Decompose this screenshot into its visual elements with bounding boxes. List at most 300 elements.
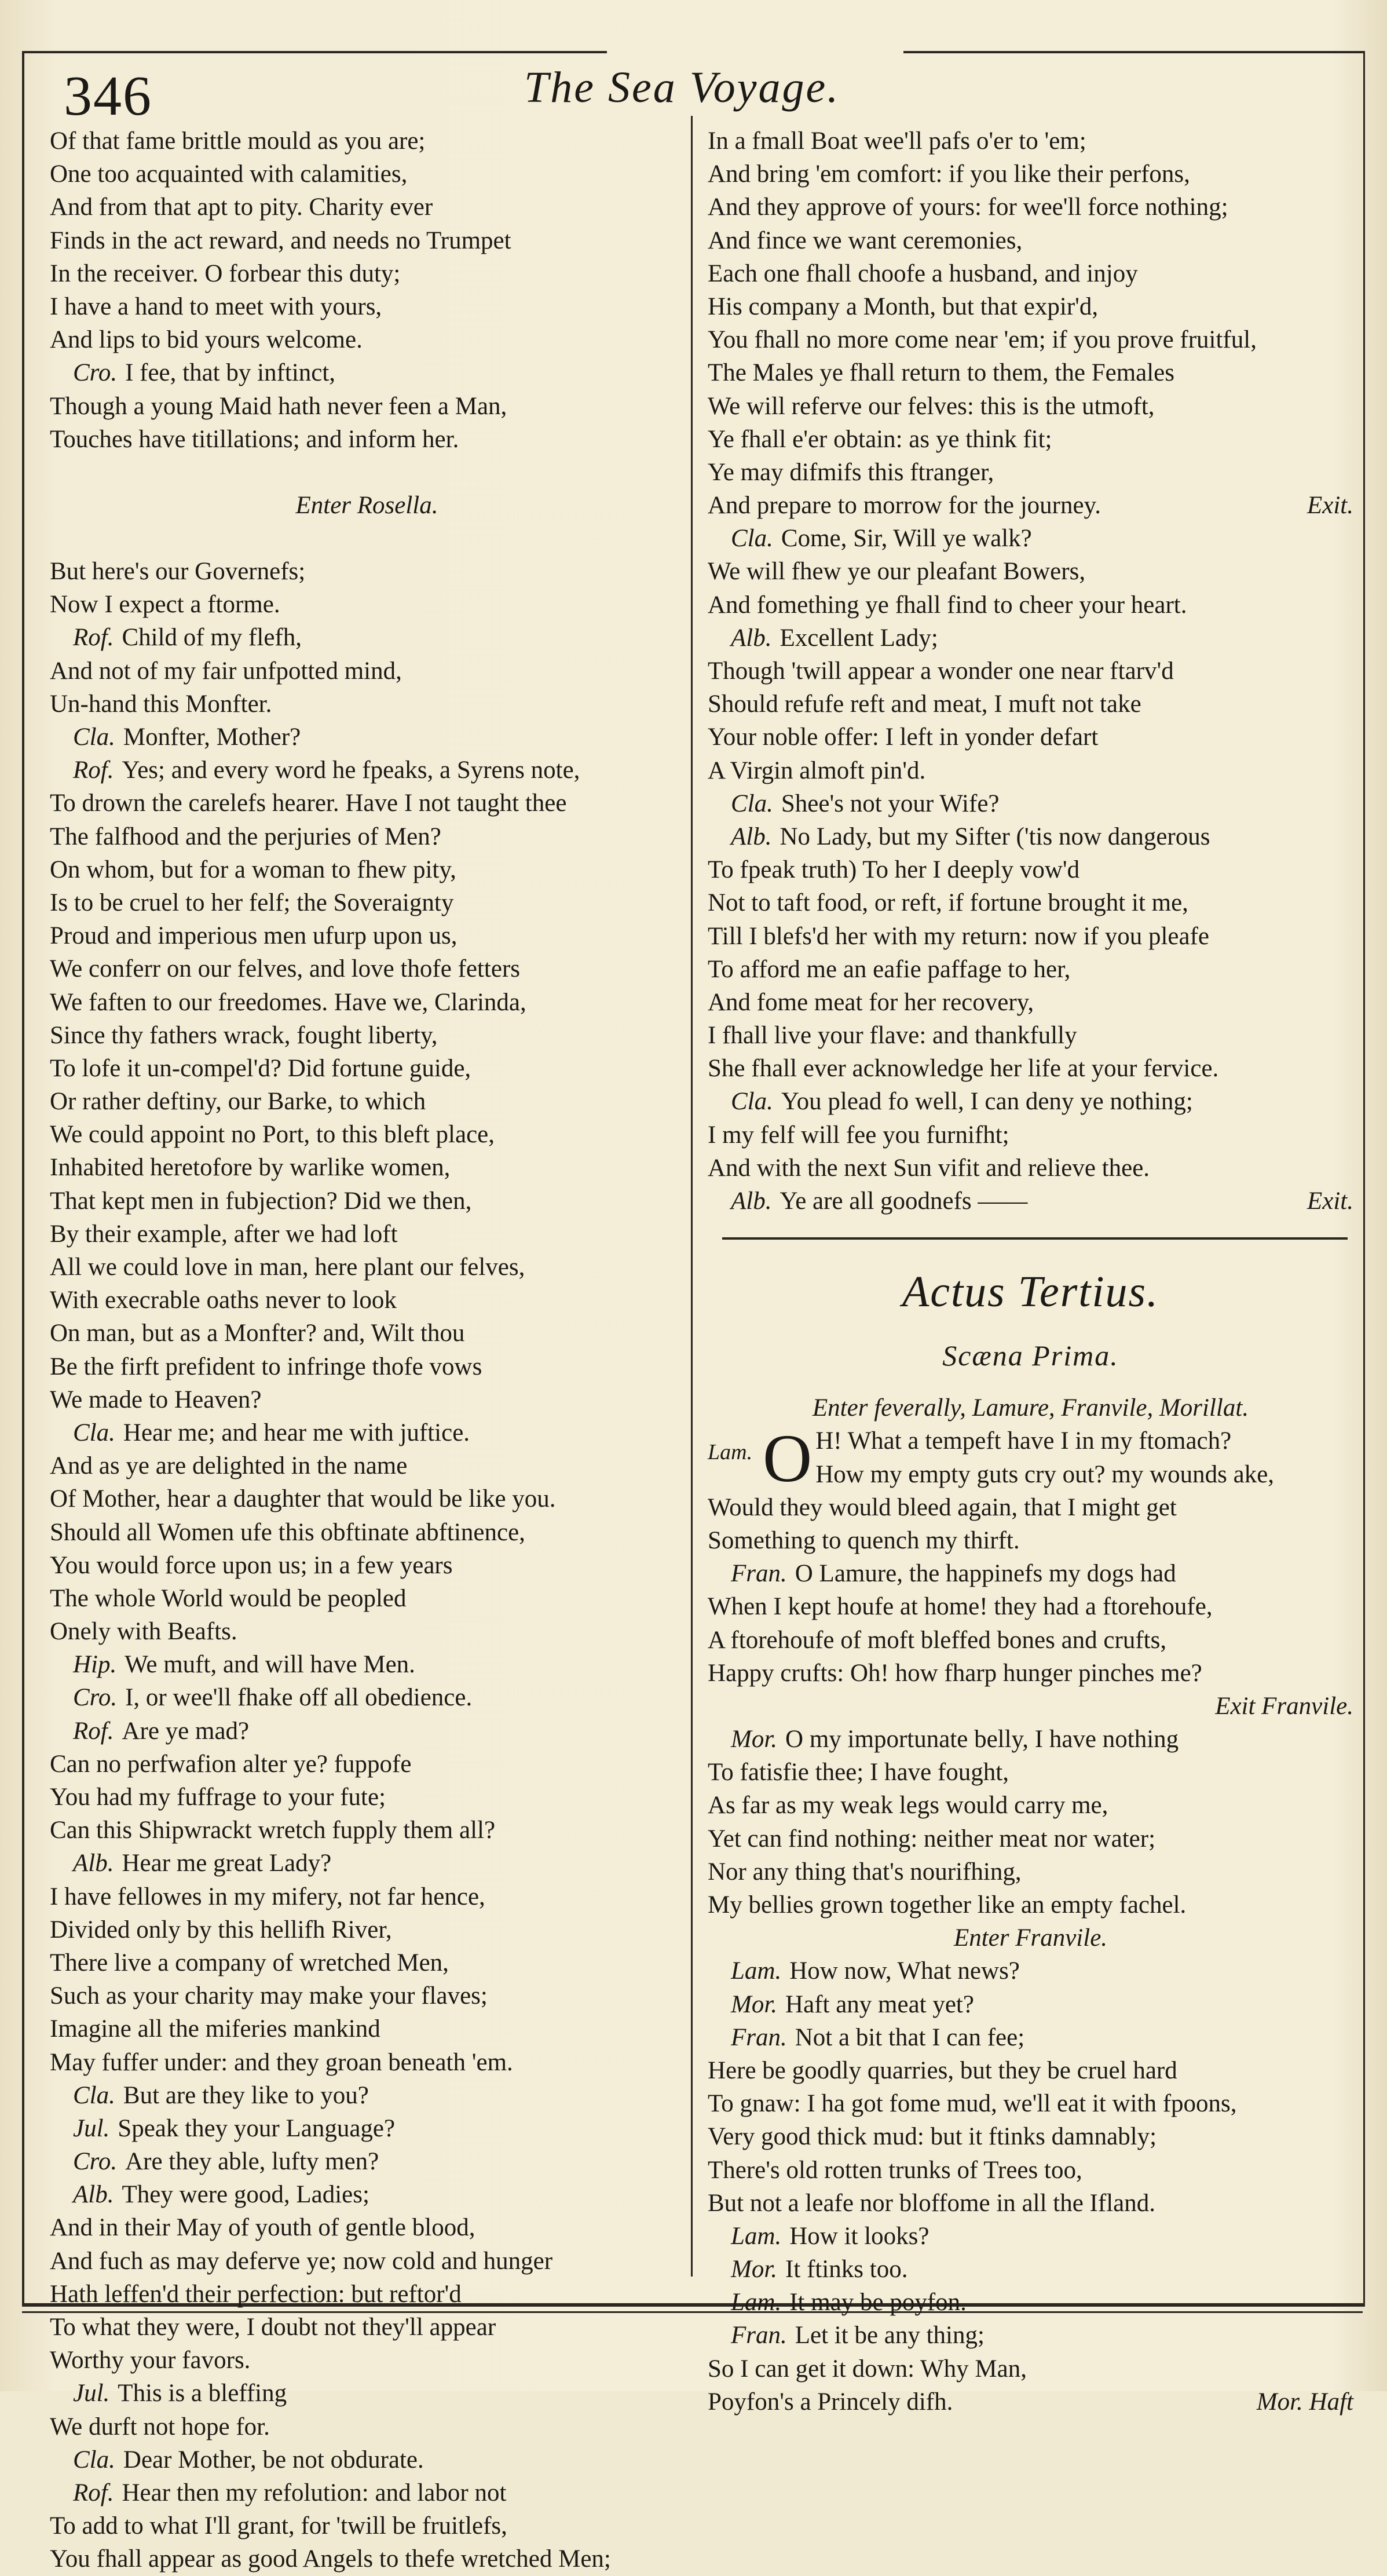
verse-line	[50, 1383, 684, 1416]
line-text-group	[50, 2545, 611, 2573]
line-text-group	[50, 1353, 482, 1380]
line-text-group	[73, 359, 335, 386]
line-text: Can this Shipwrackt wretch fupply them all?	[50, 1817, 496, 1844]
verse-line	[708, 2187, 1353, 2220]
verse-line	[50, 721, 684, 754]
verse-line	[708, 1019, 1353, 1052]
line-text: O my importunate belly, I have nothing	[785, 1726, 1179, 1753]
verse-line	[50, 224, 684, 257]
opening-speech	[708, 1420, 1353, 1497]
line-text: And lips to bid yours welcome.	[50, 326, 363, 354]
line-text: This is a bleffing	[118, 2380, 287, 2407]
line-text: We muft, and will have Men.	[125, 1651, 415, 1679]
line-text: To add to what I'll grant, for 'twill be fruitlefs,	[50, 2512, 507, 2540]
line-text: With execrable oaths never to look	[50, 1287, 397, 1314]
line-text-group	[708, 260, 1138, 287]
speaker-name: Mor.	[731, 1990, 778, 2018]
line-text-group	[73, 1718, 249, 1745]
act-divider-rule	[722, 1237, 1348, 1240]
speaker-name: Mor.	[731, 2256, 778, 2283]
speaker-name: Cla.	[73, 724, 115, 751]
verse-line	[708, 2120, 1353, 2153]
verse-line	[50, 1317, 684, 1350]
line-text: To lofe it un-compel'd? Did fortune guide,	[50, 1054, 471, 1082]
speaker-name: Cla.	[731, 1088, 773, 1116]
line-text-group	[708, 193, 1228, 221]
line-text-group	[708, 393, 1155, 420]
line-text-group	[50, 1287, 397, 1314]
line-text: The whole World would be peopled	[50, 1584, 407, 1612]
line-text: To fpeak truth) To her I deeply vow'd	[708, 856, 1080, 884]
page-number: 346	[64, 65, 152, 127]
verse-line	[50, 1218, 684, 1251]
verse-line	[708, 2319, 1353, 2352]
line-text: Something to quench my thirft.	[708, 1526, 1020, 1554]
line-text: Yet can find nothing: neither meat nor water;	[708, 1825, 1156, 1852]
line-text-group	[708, 1891, 1186, 1919]
line-text-group	[50, 1154, 450, 1181]
line-text-group	[708, 690, 1141, 718]
line-text: Yes; and every word he fpeaks, a Syrens note,	[122, 757, 580, 784]
verse-line	[50, 787, 684, 820]
right-column-dialogue-top	[708, 125, 1353, 1218]
line-text-group	[50, 1585, 407, 1612]
line-text: My bellies grown together like an empty fachel.	[708, 1891, 1187, 1919]
line-text: You plead fo well, I can deny ye nothing;	[781, 1088, 1193, 1116]
scene-title: Scæna Prima.	[942, 1339, 1119, 1372]
speaker-name: Alb.	[731, 823, 772, 850]
verse-line	[708, 125, 1353, 158]
exit-direction: Exit.	[1307, 1187, 1353, 1215]
line-text: Be the firft prefident to infringe thofe vows	[50, 1353, 482, 1380]
line-text-group	[731, 525, 1032, 552]
line-text-group	[50, 1088, 426, 1115]
line-text-group	[708, 1627, 1166, 1654]
verse-line	[708, 2220, 1353, 2253]
line-text: You fhall no more come near 'em; if you prove fruitful,	[708, 326, 1257, 354]
verse-line	[50, 1847, 684, 1880]
line-text: Shee's not your Wife?	[781, 790, 1000, 817]
line-text: We conferr on our felves, and love thofe fetters	[50, 955, 521, 983]
line-text: To gnaw: I ha got fome mud, we'll eat it with fpoons,	[708, 2090, 1237, 2118]
line-text: Though a young Maid hath never feen a Man,	[50, 392, 507, 420]
verse-line	[50, 919, 684, 952]
verse-line	[50, 2012, 684, 2045]
line-text-group	[50, 1221, 398, 1248]
verse-line	[708, 522, 1353, 555]
line-text: No Lady, but my Sifter ('tis now dangerous	[779, 823, 1210, 850]
verse-line	[50, 390, 684, 423]
line-text-group	[731, 2024, 1024, 2051]
running-head: The Sea Voyage.	[524, 63, 840, 112]
line-text-group	[708, 1858, 1022, 1886]
line-text-group	[50, 2214, 475, 2241]
line-text-group	[50, 293, 382, 320]
verse-line	[50, 952, 684, 985]
line-text-group	[708, 1825, 1155, 1852]
line-text: Touches have titillations; and inform her.	[50, 425, 459, 453]
line-text: We faften to our freedomes. Have we, Clarinda,	[50, 988, 526, 1016]
exit-direction: Exit Franvile.	[1215, 1692, 1353, 1720]
left-column	[50, 125, 684, 2576]
line-text: By their example, after we had loft	[50, 1220, 398, 1248]
line-text: I fee, that by inftinct,	[125, 359, 336, 387]
line-text: To fatisfie thee; I have fought,	[708, 1759, 1009, 1786]
verse-line	[708, 1988, 1353, 2021]
line-text-group	[50, 227, 511, 254]
line-text: Each one fhall choofe a husband, and injoy	[708, 260, 1138, 287]
line-text: Worthy your favors.	[50, 2347, 251, 2374]
line-text-group	[50, 2281, 462, 2308]
verse-line	[50, 356, 684, 389]
verse-line	[708, 920, 1353, 953]
line-text-group	[50, 1751, 411, 1778]
line-text-group	[708, 724, 1098, 751]
verse-line	[50, 688, 684, 721]
verse-line	[708, 953, 1353, 986]
line-text-group	[50, 558, 305, 585]
line-text-group	[708, 1759, 1009, 1786]
verse-line	[708, 589, 1353, 622]
verse-line	[50, 2046, 684, 2079]
line-text: His company a Month, but that expir'd,	[708, 293, 1099, 320]
verse-line: H! What a tempeft have I in my ftomach?	[815, 1427, 1232, 1455]
line-text: And fome meat for her recovery,	[708, 988, 1034, 1016]
line-text: I fhall live your flave: and thankfully	[708, 1022, 1077, 1050]
verse-line	[50, 1582, 684, 1615]
line-text: They were good, Ladies;	[122, 2181, 369, 2209]
line-text: On man, but as a Monfter? and, Wilt thou	[50, 1320, 465, 1347]
line-text-group	[50, 1386, 261, 1413]
verse-line	[50, 2377, 684, 2410]
line-text: The Males ye fhall return to them, the Females	[708, 359, 1174, 387]
verse-line	[50, 1681, 684, 1714]
line-text-group	[708, 359, 1174, 386]
line-text: Now I expect a ftorme.	[50, 591, 280, 619]
line-text-group	[708, 2123, 1157, 2150]
verse-line	[708, 158, 1353, 191]
line-text-group	[50, 1320, 464, 1347]
verse-line	[708, 787, 1353, 820]
verse-line	[708, 2253, 1353, 2286]
line-text: The falfhood and the perjuries of Men?	[50, 823, 441, 850]
line-text: And as ye are delighted in the name	[50, 1452, 408, 1480]
line-text: Are ye mad?	[122, 1717, 250, 1745]
speaker-name: Lam.	[708, 1440, 753, 1465]
line-text-group	[708, 591, 1187, 619]
line-text: Not a bit that I can fee;	[795, 2023, 1025, 2051]
line-text-group	[50, 823, 441, 850]
line-text-group	[50, 193, 433, 221]
line-text-group	[73, 2181, 369, 2208]
line-text-group	[731, 1088, 1193, 1115]
verse-line	[50, 2443, 684, 2476]
line-text: Haft any meat yet?	[785, 1990, 974, 2018]
line-text: Finds in the act reward, and needs no Trumpet	[50, 226, 511, 254]
line-text: And fince we want ceremonies,	[708, 226, 1023, 254]
line-text-group	[50, 1552, 452, 1579]
verse-line	[708, 191, 1353, 224]
line-text-group	[708, 2190, 1155, 2217]
line-text: Of Mother, hear a daughter that would be like you.	[50, 1485, 556, 1513]
verse-line	[50, 2112, 684, 2145]
line-text: And they approve of yours: for wee'll force nothing;	[708, 193, 1228, 221]
drop-cap: O	[763, 1420, 813, 1497]
verse-line	[708, 1624, 1353, 1657]
line-text: O Lamure, the happinefs my dogs had	[795, 1560, 1176, 1588]
line-text-group	[708, 1022, 1077, 1049]
line-text: May fuffer under: and they groan beneath 'em.	[50, 2048, 513, 2076]
line-text-group	[708, 1527, 1020, 1554]
line-text-group	[50, 2314, 496, 2341]
verse-line	[50, 2211, 684, 2244]
line-text-group	[708, 1593, 1213, 1620]
line-text-group	[708, 757, 925, 784]
line-text-group	[50, 922, 457, 949]
line-text-group	[708, 489, 1101, 522]
verse-line	[50, 1085, 684, 1118]
line-text: But are they like to you?	[123, 2081, 369, 2109]
verse-line	[708, 1185, 1353, 1218]
verse-line	[50, 1151, 684, 1184]
line-text: You fhall appear as good Angels to thefe wretched Men;	[50, 2545, 611, 2573]
line-text-group	[50, 426, 459, 453]
line-text: Of that fame brittle mould as you are;	[50, 127, 426, 155]
line-text-group	[708, 2090, 1237, 2117]
verse-line	[50, 555, 684, 588]
verse-line	[708, 622, 1353, 655]
verse-line	[708, 456, 1353, 489]
verse-line	[50, 2311, 684, 2344]
line-text-group	[50, 1485, 556, 1512]
line-text-group	[73, 2479, 506, 2506]
verse-line	[50, 1019, 684, 1052]
line-text: Can no perfwafion alter ye? fuppofe	[50, 1750, 412, 1778]
line-text: Come, Sir, Will ye walk?	[781, 525, 1032, 553]
line-text-group	[708, 227, 1022, 254]
line-text-group	[731, 1726, 1179, 1753]
verse-line	[50, 1781, 684, 1814]
verse-line	[50, 1185, 684, 1218]
verse-line	[50, 1715, 684, 1748]
line-text: All we could love in man, here plant our felves,	[50, 1254, 525, 1281]
line-text: Hear then my refolution: and labor not	[122, 2479, 507, 2506]
line-text-group	[708, 326, 1257, 353]
verse-line	[50, 853, 684, 886]
line-text: And not of my fair unfpotted mind,	[50, 657, 402, 685]
verse-line	[708, 1657, 1353, 1690]
line-text-group	[708, 293, 1098, 320]
line-text-group	[50, 260, 400, 287]
verse-line	[708, 323, 1353, 356]
line-text-group	[50, 889, 453, 916]
line-text-group	[708, 2355, 1027, 2383]
verse-line	[50, 2278, 684, 2311]
line-text-group	[50, 790, 566, 817]
line-text: I have a hand to meet with yours,	[50, 293, 382, 320]
verse-line	[50, 1615, 684, 1648]
line-text-group	[731, 2256, 907, 2283]
line-text-group	[50, 1784, 386, 1811]
line-text-group	[73, 2148, 379, 2175]
line-text-group	[50, 2015, 380, 2042]
line-text-group	[731, 2223, 929, 2250]
line-text: You had my fuffrage to your fute;	[50, 1784, 386, 1811]
verse-line	[708, 2352, 1353, 2385]
line-text: Such as your charity may make your flaves;	[50, 1982, 488, 2010]
speaker-name: Jul.	[73, 2380, 110, 2407]
verse-line	[50, 1814, 684, 1847]
line-text-group	[73, 2380, 287, 2407]
line-text-group	[708, 127, 1086, 155]
line-text: Proud and imperious men ufurp upon us,	[50, 922, 458, 950]
line-text-group	[73, 1684, 472, 1711]
verse-line	[50, 1748, 684, 1781]
line-text: So I can get it down: Why Man,	[708, 2355, 1027, 2383]
line-text-group	[708, 2057, 1177, 2084]
verse-line	[708, 853, 1353, 886]
line-text: And fomething ye fhall find to cheer your heart.	[708, 591, 1187, 619]
verse-line	[50, 1516, 684, 1549]
line-text-group	[73, 1850, 331, 1877]
line-text-group	[50, 1254, 525, 1281]
line-text: In a fmall Boat wee'll pafs o'er to 'em;	[708, 127, 1086, 155]
line-text: Would they would bleed again, that I might get	[708, 1493, 1177, 1521]
verse-line	[50, 588, 684, 621]
verse-line: How my empty guts cry out? my wounds ake,	[815, 1460, 1275, 1488]
verse-line	[50, 2542, 684, 2575]
line-text-group	[50, 1916, 392, 1943]
line-text: Let it be any thing;	[795, 2322, 985, 2350]
line-text-group	[50, 1187, 471, 1215]
verse-line	[708, 489, 1353, 522]
line-text: Are they able, lufty men?	[125, 2148, 379, 2176]
verse-line	[50, 1549, 684, 1582]
line-text: On whom, but for a woman to fhew pity,	[50, 856, 456, 883]
verse-line	[708, 1085, 1353, 1118]
line-text: I my felf will fee you furnifht;	[708, 1121, 1009, 1149]
speaker-name: Rof.	[73, 1717, 114, 1745]
line-text: But here's our Governefs;	[50, 558, 306, 586]
verse-line	[50, 1118, 684, 1151]
line-text-group	[731, 1991, 974, 2018]
line-text-group	[708, 889, 1188, 916]
speaker-name: Cla.	[731, 790, 773, 817]
verse-line	[50, 191, 684, 224]
line-text-group	[731, 823, 1210, 850]
line-text: There's old rotten trunks of Trees too,	[708, 2156, 1082, 2184]
verse-line	[708, 555, 1353, 588]
line-text-group	[50, 856, 456, 883]
line-text-group	[50, 393, 507, 420]
line-text-group	[731, 790, 1000, 817]
verse-line	[50, 1350, 684, 1383]
line-text: Should all Women ufe this obftinate abftinence,	[50, 1518, 525, 1546]
verse-line	[708, 224, 1353, 257]
line-text: Excellent Lady;	[779, 624, 938, 652]
line-text-group	[708, 1660, 1202, 1687]
line-text: To what they were, I doubt not they'll appear	[50, 2314, 496, 2341]
line-text-group	[73, 2082, 369, 2109]
line-text-group	[50, 1949, 449, 1976]
line-text-group	[708, 657, 1174, 685]
line-text-group	[708, 1055, 1218, 1082]
line-text: Child of my flefh,	[122, 624, 302, 652]
line-text-group	[73, 2115, 395, 2142]
verse-line	[50, 2145, 684, 2178]
stage-direction: Enter Franvile.	[953, 1924, 1108, 1952]
line-text-group	[731, 1560, 1176, 1587]
verse-line	[50, 1913, 684, 1946]
verse-line	[708, 1052, 1353, 1085]
line-text-group	[708, 989, 1034, 1016]
speaker-name: Cla.	[73, 2446, 115, 2473]
line-text: Imagine all the miferies mankind	[50, 2015, 380, 2043]
line-text-group	[708, 2385, 953, 2418]
line-text-group	[708, 923, 1209, 950]
speaker-name: Rof.	[73, 757, 114, 784]
line-text-group	[708, 956, 1070, 983]
line-text-group	[50, 160, 407, 188]
verse-line	[50, 820, 684, 853]
verse-line	[708, 721, 1353, 754]
verse-line	[708, 1822, 1353, 1855]
line-text-group	[73, 724, 301, 751]
line-text-group	[708, 1792, 1108, 1819]
verse-line	[708, 754, 1353, 787]
right-column-dialogue-bottom	[708, 1491, 1353, 2418]
verse-line	[50, 2344, 684, 2377]
line-text: Nor any thing that's nourifhing,	[708, 1858, 1022, 1886]
verse-line	[50, 1284, 684, 1317]
line-text: We will fhew ye our pleafant Bowers,	[708, 558, 1086, 586]
line-text-group	[50, 591, 280, 618]
verse-line	[708, 1524, 1353, 1557]
verse-line	[708, 1152, 1353, 1185]
line-text-group	[708, 1121, 1009, 1149]
line-text-group	[50, 1883, 485, 1910]
line-text: Though 'twill appear a wonder one near ftarv'd	[708, 657, 1174, 685]
line-text-group	[50, 2347, 250, 2374]
line-text: When I kept houfe at home! they had a ftorehoufe,	[708, 1593, 1213, 1621]
verse-line	[708, 820, 1353, 853]
line-text: And bring 'em comfort: if you like their perfons,	[708, 160, 1190, 188]
line-text: Speak they your Language?	[118, 2114, 396, 2142]
verse-line	[50, 423, 684, 456]
line-text: Your noble offer: I left in yonder defart	[708, 724, 1099, 751]
line-text: It ftinks too.	[785, 2256, 908, 2283]
verse-line	[708, 423, 1353, 456]
speaker-name: Fran.	[731, 2023, 787, 2051]
line-text-group	[50, 1519, 525, 1546]
line-text-group	[708, 426, 1052, 453]
line-text: She fhall ever acknowledge her life at your fervice.	[708, 1055, 1219, 1083]
verse-line	[50, 1251, 684, 1284]
line-text: That kept men in fubjection? Did we then,	[50, 1187, 472, 1215]
verse-line	[708, 886, 1353, 919]
speaker-name: Rof.	[73, 2479, 114, 2506]
line-text: We will referve our felves: this is the utmoft,	[708, 392, 1155, 420]
line-text: Dear Mother, be not obdurate.	[123, 2446, 424, 2473]
stage-direction: Enter Rosella.	[295, 491, 438, 519]
speaker-name: Cro.	[73, 359, 118, 387]
line-text: Ye may difmifs this ftranger,	[708, 458, 994, 486]
line-text: One too acquainted with calamities,	[50, 160, 408, 188]
speaker-name: Cla.	[73, 1419, 115, 1446]
line-text-group	[50, 1121, 495, 1148]
verse-line	[50, 1416, 684, 1449]
line-text: As far as my weak legs would carry me,	[708, 1792, 1108, 1819]
